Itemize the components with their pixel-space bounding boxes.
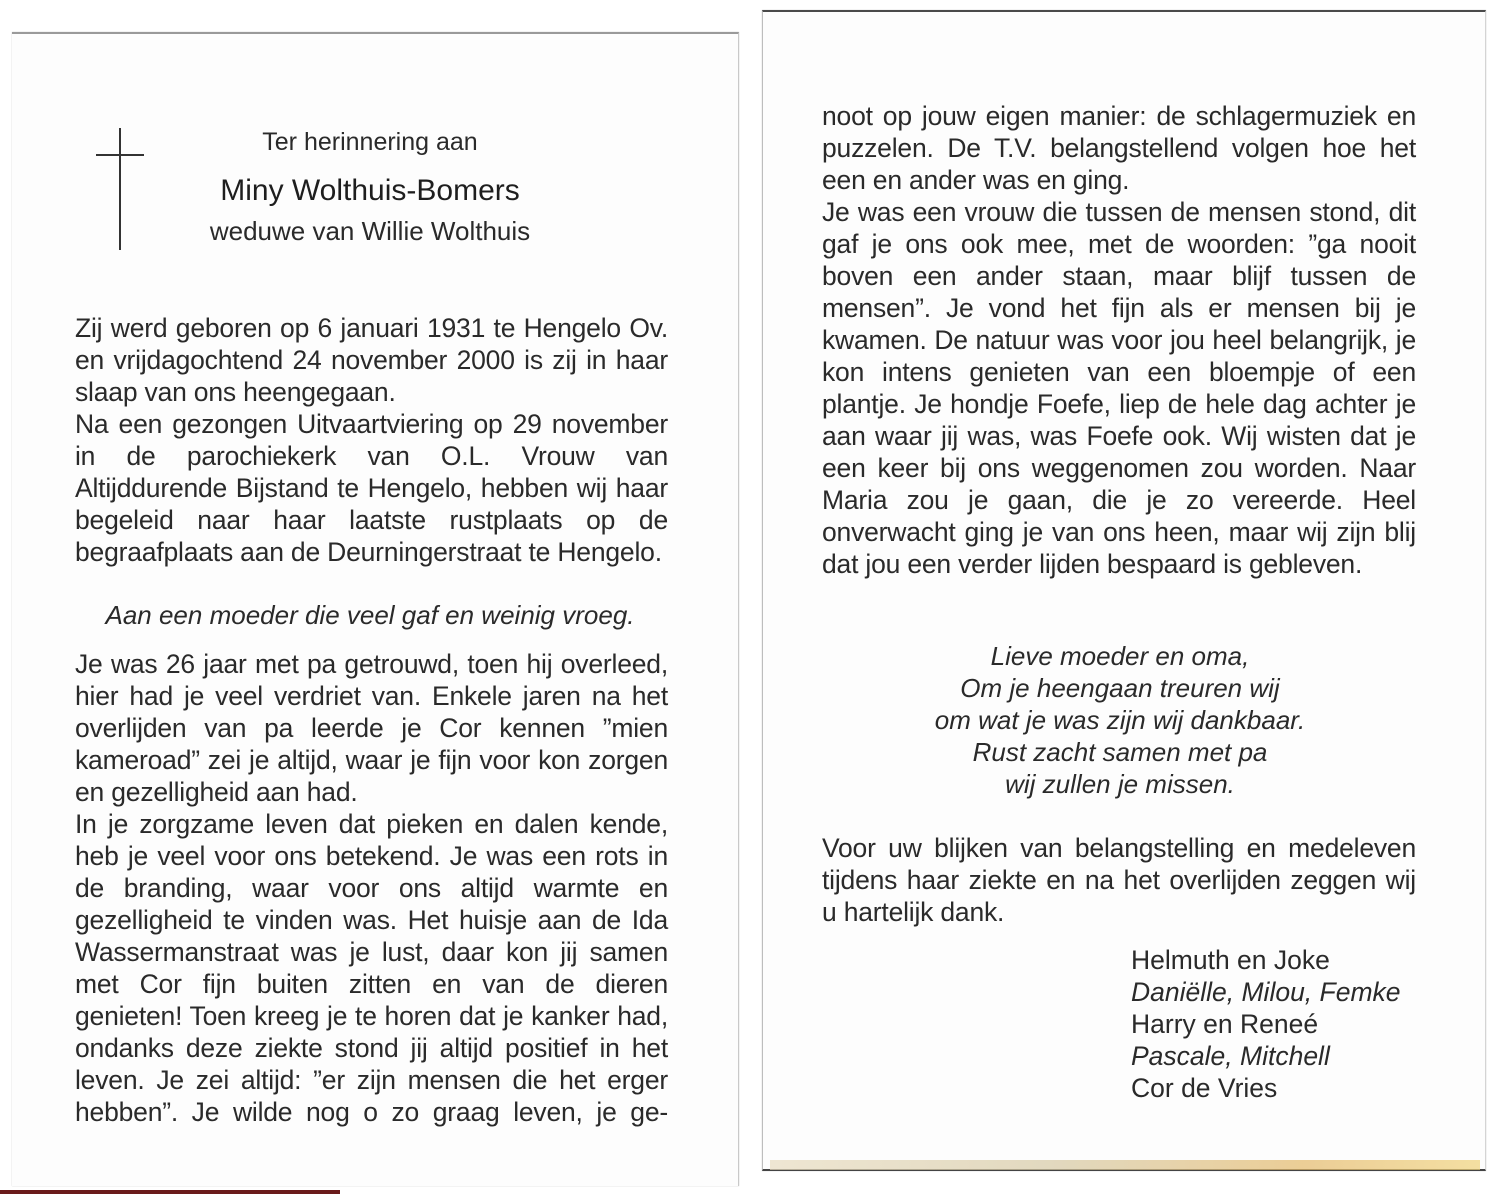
memories-block	[75, 648, 668, 1128]
poem-line: Lieve moeder en oma,	[990, 641, 1250, 671]
birth-paragraph: Zij werd geboren op 6 januari 1931 te Hengelo Ov. en vrijdagochtend 24 november 2000 is zij in haar slaap van ons heengegaan.	[75, 313, 668, 407]
right-paragraph-2: Je was een vrouw die tussen de mensen stond, dit gaf je ons ook mee, met de woorden: ”ga nooit boven een ander staan, maar blijf tussen de mensen”. Je vond het fijn als er mensen bij je kwamen. De natuur was voor jou heel belangrijk, je kon intens genieten van een bloempje of een plantje. Je hondje Foefe, liep de hele dag achter je aan waar jij was, was Foefe ook. Wij wisten dat je een keer bij ons weggenomen zou worden. Naar Maria zou je gaan, die je zo vereerde. Heel onverwacht ging je van ons heen, maar wij zijn blij dat jou een verder lijden bespaard is gebleven.	[822, 197, 1416, 579]
motto: Aan een moeder die veel gaf en weinig vroeg.	[105, 600, 635, 630]
thanks-text: Voor uw blijken van belangstelling en medeleven tijdens haar ziekte en na het overlijden zeggen wij u hartelijk dank.	[822, 833, 1416, 927]
right-paragraph-1: noot op jouw eigen manier: de schlagermuziek en puzzelen. De T.V. belangstellend volgen hoe het een en ander was en ging.	[822, 101, 1416, 195]
poem-line: om wat je was zijn wij dankbaar.	[934, 705, 1306, 735]
signature-line: Pascale, Mitchell	[1131, 1041, 1330, 1071]
signatures	[1131, 944, 1401, 1104]
widow-line: weduwe van Willie Wolthuis	[209, 216, 531, 246]
poem-line: Rust zacht samen met pa	[972, 737, 1268, 767]
poem-line: Om je heengaan treuren wij	[960, 673, 1280, 703]
cross-icon	[119, 128, 121, 250]
memories-paragraph-1: Je was 26 jaar met pa getrouwd, toen hij overleed, hier had je veel verdriet van. Enkele jaren na het overlijden van pa leerde je Cor kennen ”mien kameroad” zei je altijd, waar je fijn voor kon zorgen en gezelligheid aan had.	[75, 649, 668, 807]
right-text-block	[822, 100, 1416, 580]
signature-line: Harry en Reneé	[1131, 1009, 1319, 1039]
poem	[820, 640, 1420, 800]
biography-block	[75, 312, 668, 568]
poem-line: wij zullen je missen.	[1005, 769, 1235, 799]
card-edge-strip	[770, 1160, 1480, 1170]
cross-icon-bar	[96, 154, 144, 156]
deceased-name: Miny Wolthuis-Bomers	[220, 174, 520, 207]
memories-paragraph-2: In je zorgzame leven dat pieken en dalen kende, heb je veel voor ons betekend. Je was een rots in de branding, waar voor ons altijd warmte en gezelligheid te vinden was. Het huisje aan de Ida Wassermanstraat was je lust, daar kon jij samen met Cor fijn buiten zitten en van de dieren genieten! Toen kreeg je te horen dat je kanker had, ondanks deze ziekte stond jij altijd positief in het leven. Je zei altijd: ”er zijn mensen die het erger hebben”. Je wilde nog o zo graag leven, je ge-	[75, 809, 668, 1127]
intro-line: Ter herinnering aan	[262, 128, 478, 156]
signature-line: Helmuth en Joke	[1131, 945, 1330, 975]
funeral-paragraph: Na een gezongen Uitvaartviering op 29 november in de parochiekerk van O.L. Vrouw van Altijddurende Bijstand te Hengelo, hebben wij haar begeleid naar haar laatste rustplaats op de begraafplaats aan de Deurningerstraat te Hengelo.	[75, 409, 668, 567]
signature-line: Daniëlle, Milou, Femke	[1131, 977, 1401, 1007]
signature-line: Cor de Vries	[1131, 1073, 1278, 1103]
scan-edge-mark	[0, 1190, 340, 1194]
